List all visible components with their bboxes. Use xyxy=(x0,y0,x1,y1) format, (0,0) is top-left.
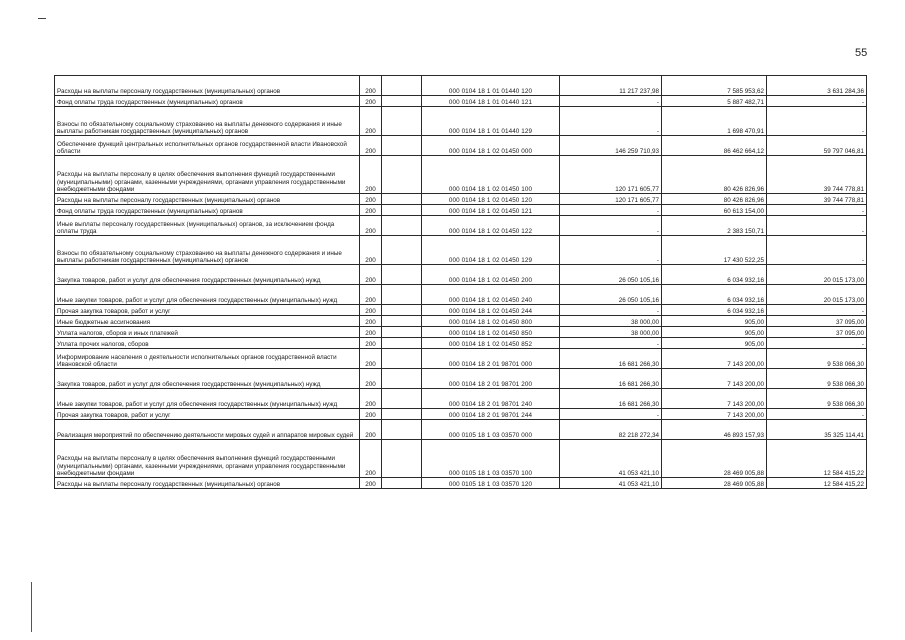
row-executed-amount: 28 469 005,88 xyxy=(662,440,767,478)
table-row xyxy=(55,285,867,305)
row-empty-cell xyxy=(382,349,422,369)
row-line-code: 200 xyxy=(360,409,382,420)
row-budget-code: 000 0104 18 1 02 01450 129 xyxy=(422,236,560,265)
row-remaining-amount: 20 015 173,00 xyxy=(767,265,867,285)
row-remaining-amount: - xyxy=(767,409,867,420)
row-line-code: 200 xyxy=(360,478,382,489)
row-remaining-amount: - xyxy=(767,338,867,349)
row-budget-code: 000 0104 18 2 01 98701 244 xyxy=(422,409,560,420)
row-approved-amount: 26 050 105,16 xyxy=(560,265,662,285)
row-remaining-amount: 20 015 173,00 xyxy=(767,285,867,305)
row-budget-code: 000 0104 18 2 01 98701 200 xyxy=(422,369,560,389)
row-approved-amount: - xyxy=(560,338,662,349)
row-approved-amount: 26 050 105,16 xyxy=(560,285,662,305)
row-name: Уплата прочих налогов, сборов xyxy=(55,338,360,349)
row-approved-amount: - xyxy=(560,236,662,265)
row-executed-amount: 7 143 200,00 xyxy=(662,349,767,369)
table-row xyxy=(55,316,867,327)
row-name: Иные бюджетные ассигнования xyxy=(55,316,360,327)
row-budget-code: 000 0104 18 1 02 01450 800 xyxy=(422,316,560,327)
table-row xyxy=(55,76,867,96)
row-empty-cell xyxy=(382,389,422,409)
row-line-code: 200 xyxy=(360,285,382,305)
row-approved-amount: 11 217 237,98 xyxy=(560,76,662,96)
row-line-code: 200 xyxy=(360,96,382,107)
table-row xyxy=(55,96,867,107)
row-budget-code: 000 0104 18 1 02 01450 100 xyxy=(422,156,560,194)
row-budget-code: 000 0104 18 1 02 01450 240 xyxy=(422,285,560,305)
row-remaining-amount: 39 744 778,81 xyxy=(767,194,867,205)
row-approved-amount: 16 681 266,30 xyxy=(560,389,662,409)
row-remaining-amount: 12 584 415,22 xyxy=(767,478,867,489)
row-budget-code: 000 0104 18 1 01 01440 120 xyxy=(422,76,560,96)
row-empty-cell xyxy=(382,216,422,236)
row-empty-cell xyxy=(382,305,422,316)
row-budget-code: 000 0104 18 2 01 98701 000 xyxy=(422,349,560,369)
row-budget-code: 000 0104 18 1 01 01440 129 xyxy=(422,107,560,136)
row-budget-code: 000 0104 18 1 02 01450 122 xyxy=(422,216,560,236)
table-row xyxy=(55,194,867,205)
row-executed-amount: 905,00 xyxy=(662,338,767,349)
row-executed-amount: 1 698 470,91 xyxy=(662,107,767,136)
row-name: Фонд оплаты труда государственных (муниципальных) органов xyxy=(55,205,360,216)
row-line-code: 200 xyxy=(360,205,382,216)
row-approved-amount: 41 053 421,10 xyxy=(560,440,662,478)
row-budget-code: 000 0104 18 1 02 01450 200 xyxy=(422,265,560,285)
row-executed-amount: 6 034 932,16 xyxy=(662,305,767,316)
row-line-code: 200 xyxy=(360,420,382,440)
scan-tick-mark xyxy=(38,18,46,19)
row-line-code: 200 xyxy=(360,76,382,96)
table-row xyxy=(55,156,867,194)
row-line-code: 200 xyxy=(360,338,382,349)
row-budget-code: 000 0105 18 1 03 03570 120 xyxy=(422,478,560,489)
scan-margin-line xyxy=(31,582,32,632)
row-executed-amount: 5 887 482,71 xyxy=(662,96,767,107)
row-line-code: 200 xyxy=(360,316,382,327)
row-name: Обеспечение функций центральных исполнительных органов государственной власти Ивановской области xyxy=(55,136,360,156)
row-empty-cell xyxy=(382,316,422,327)
row-approved-amount: - xyxy=(560,205,662,216)
row-executed-amount: 60 613 154,00 xyxy=(662,205,767,216)
row-empty-cell xyxy=(382,136,422,156)
table-row xyxy=(55,305,867,316)
row-remaining-amount: 39 744 778,81 xyxy=(767,156,867,194)
row-name: Расходы на выплаты персоналу государственных (муниципальных) органов xyxy=(55,194,360,205)
row-executed-amount: 86 462 664,12 xyxy=(662,136,767,156)
row-empty-cell xyxy=(382,440,422,478)
row-remaining-amount: - xyxy=(767,96,867,107)
row-approved-amount: 38 000,00 xyxy=(560,316,662,327)
budget-execution-table xyxy=(54,75,867,489)
row-empty-cell xyxy=(382,478,422,489)
table-row xyxy=(55,478,867,489)
row-executed-amount: 7 585 953,62 xyxy=(662,76,767,96)
row-name: Расходы на выплаты персоналу в целях обеспечения выполнения функций государственными (муниципальными) органами, казенными учреждениями, органами управления государственными внебюджетными фондами xyxy=(55,156,360,194)
row-remaining-amount: - xyxy=(767,236,867,265)
row-executed-amount: 6 034 932,16 xyxy=(662,285,767,305)
row-line-code: 200 xyxy=(360,265,382,285)
row-empty-cell xyxy=(382,265,422,285)
row-name: Расходы на выплаты персоналу в целях обеспечения выполнения функций государственными (муниципальными) органами, казенными учреждениями, органами управления государственными внебюджетными фондами xyxy=(55,440,360,478)
row-budget-code: 000 0104 18 1 02 01450 244 xyxy=(422,305,560,316)
row-empty-cell xyxy=(382,285,422,305)
table-row xyxy=(55,327,867,338)
table-row xyxy=(55,349,867,369)
table-row xyxy=(55,338,867,349)
row-name: Закупка товаров, работ и услуг для обеспечения государственных (муниципальных) нужд xyxy=(55,265,360,285)
row-name: Взносы по обязательному социальному страхованию на выплаты денежного содержания и иные выплаты работникам государственных (муниципальных) органов xyxy=(55,107,360,136)
row-approved-amount: 41 053 421,10 xyxy=(560,478,662,489)
row-executed-amount: 905,00 xyxy=(662,327,767,338)
table-row xyxy=(55,389,867,409)
row-name: Иные закупки товаров, работ и услуг для обеспечения государственных (муниципальных) нужд xyxy=(55,389,360,409)
row-remaining-amount: - xyxy=(767,305,867,316)
row-name: Фонд оплаты труда государственных (муниципальных) органов xyxy=(55,96,360,107)
row-empty-cell xyxy=(382,369,422,389)
table-row xyxy=(55,440,867,478)
row-name: Иные закупки товаров, работ и услуг для обеспечения государственных (муниципальных) нужд xyxy=(55,285,360,305)
row-line-code: 200 xyxy=(360,216,382,236)
row-empty-cell xyxy=(382,156,422,194)
row-approved-amount: 16 681 266,30 xyxy=(560,349,662,369)
row-executed-amount: 46 893 157,93 xyxy=(662,420,767,440)
row-line-code: 200 xyxy=(360,136,382,156)
row-line-code: 200 xyxy=(360,305,382,316)
row-name: Информирование населения о деятельности исполнительных органов государственной власти Ивановской области xyxy=(55,349,360,369)
table-row xyxy=(55,420,867,440)
row-approved-amount: 38 000,00 xyxy=(560,327,662,338)
row-budget-code: 000 0105 18 1 03 03570 100 xyxy=(422,440,560,478)
row-empty-cell xyxy=(382,409,422,420)
row-executed-amount: 80 426 826,96 xyxy=(662,194,767,205)
table-row xyxy=(55,265,867,285)
row-line-code: 200 xyxy=(360,107,382,136)
row-empty-cell xyxy=(382,96,422,107)
row-approved-amount: 146 259 710,93 xyxy=(560,136,662,156)
row-executed-amount: 905,00 xyxy=(662,316,767,327)
row-line-code: 200 xyxy=(360,327,382,338)
row-approved-amount: - xyxy=(560,107,662,136)
row-remaining-amount: 59 797 046,81 xyxy=(767,136,867,156)
row-executed-amount: 6 034 932,16 xyxy=(662,265,767,285)
table-row xyxy=(55,369,867,389)
row-budget-code: 000 0104 18 1 02 01450 000 xyxy=(422,136,560,156)
row-budget-code: 000 0104 18 1 02 01450 852 xyxy=(422,338,560,349)
row-budget-code: 000 0104 18 1 02 01450 120 xyxy=(422,194,560,205)
table-row xyxy=(55,136,867,156)
row-line-code: 200 xyxy=(360,156,382,194)
row-approved-amount: 82 218 272,34 xyxy=(560,420,662,440)
row-budget-code: 000 0104 18 2 01 98701 240 xyxy=(422,389,560,409)
row-approved-amount: 16 681 266,30 xyxy=(560,369,662,389)
row-empty-cell xyxy=(382,327,422,338)
row-remaining-amount: 9 538 066,30 xyxy=(767,369,867,389)
row-remaining-amount: 9 538 066,30 xyxy=(767,349,867,369)
row-remaining-amount: 37 095,00 xyxy=(767,327,867,338)
row-name: Расходы на выплаты персоналу государственных (муниципальных) органов xyxy=(55,76,360,96)
table-row xyxy=(55,409,867,420)
row-line-code: 200 xyxy=(360,369,382,389)
row-line-code: 200 xyxy=(360,236,382,265)
row-executed-amount: 7 143 200,00 xyxy=(662,409,767,420)
row-executed-amount: 7 143 200,00 xyxy=(662,369,767,389)
row-line-code: 200 xyxy=(360,389,382,409)
row-remaining-amount: 37 095,00 xyxy=(767,316,867,327)
row-approved-amount: - xyxy=(560,96,662,107)
row-remaining-amount: - xyxy=(767,216,867,236)
row-empty-cell xyxy=(382,338,422,349)
row-name: Реализация мероприятий по обеспечению деятельности мировых судей и аппаратов мировых судей xyxy=(55,420,360,440)
row-name: Расходы на выплаты персоналу государственных (муниципальных) органов xyxy=(55,478,360,489)
row-approved-amount: - xyxy=(560,216,662,236)
row-remaining-amount: 35 325 114,41 xyxy=(767,420,867,440)
row-name: Взносы по обязательному социальному страхованию на выплаты денежного содержания и иные выплаты работникам государственных (муниципальных) органов xyxy=(55,236,360,265)
table-row xyxy=(55,107,867,136)
row-empty-cell xyxy=(382,107,422,136)
row-budget-code: 000 0105 18 1 03 03570 000 xyxy=(422,420,560,440)
row-executed-amount: 28 469 005,88 xyxy=(662,478,767,489)
row-approved-amount: 120 171 605,77 xyxy=(560,194,662,205)
row-name: Прочая закупка товаров, работ и услуг xyxy=(55,305,360,316)
row-line-code: 200 xyxy=(360,349,382,369)
row-executed-amount: 80 426 826,96 xyxy=(662,156,767,194)
row-executed-amount: 2 383 150,71 xyxy=(662,216,767,236)
table-row xyxy=(55,236,867,265)
row-name: Иные выплаты персоналу государственных (муниципальных) органов, за исключением фонда оплаты труда xyxy=(55,216,360,236)
row-approved-amount: - xyxy=(560,409,662,420)
row-name: Уплата налогов, сборов и иных платежей xyxy=(55,327,360,338)
row-budget-code: 000 0104 18 1 02 01450 121 xyxy=(422,205,560,216)
row-remaining-amount: 9 538 066,30 xyxy=(767,389,867,409)
row-approved-amount: - xyxy=(560,305,662,316)
row-empty-cell xyxy=(382,194,422,205)
row-empty-cell xyxy=(382,236,422,265)
row-remaining-amount: 3 631 284,36 xyxy=(767,76,867,96)
table-row xyxy=(55,216,867,236)
page-number: 55 xyxy=(855,47,868,59)
row-approved-amount: 120 171 605,77 xyxy=(560,156,662,194)
row-name: Закупка товаров, работ и услуг для обеспечения государственных (муниципальных) нужд xyxy=(55,369,360,389)
row-budget-code: 000 0104 18 1 01 01440 121 xyxy=(422,96,560,107)
row-remaining-amount: - xyxy=(767,107,867,136)
row-empty-cell xyxy=(382,76,422,96)
row-executed-amount: 7 143 200,00 xyxy=(662,389,767,409)
table-row xyxy=(55,205,867,216)
row-line-code: 200 xyxy=(360,194,382,205)
row-remaining-amount: 12 584 415,22 xyxy=(767,440,867,478)
row-line-code: 200 xyxy=(360,440,382,478)
row-executed-amount: 17 430 522,25 xyxy=(662,236,767,265)
row-empty-cell xyxy=(382,420,422,440)
row-remaining-amount: - xyxy=(767,205,867,216)
row-name: Прочая закупка товаров, работ и услуг xyxy=(55,409,360,420)
row-empty-cell xyxy=(382,205,422,216)
row-budget-code: 000 0104 18 1 02 01450 850 xyxy=(422,327,560,338)
